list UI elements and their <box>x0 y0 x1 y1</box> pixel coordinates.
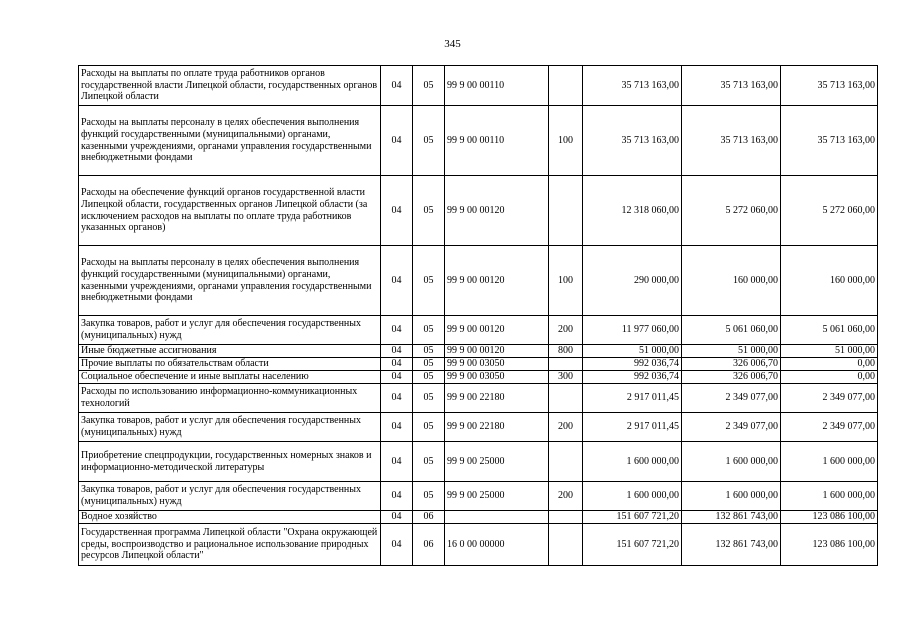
cell-amount-year-1: 992 036,74 <box>583 358 682 371</box>
table-row <box>79 371 878 384</box>
cell-amount-year-1: 992 036,74 <box>583 371 682 384</box>
cell-expense-type <box>549 384 583 413</box>
cell-name: Закупка товаров, работ и услуг для обеспечения государственных (муниципальных) нужд <box>79 316 381 345</box>
cell-target-article <box>445 511 549 524</box>
cell-target-article: 99 9 00 03050 <box>445 358 549 371</box>
cell-name: Приобретение спецпродукции, государственных номерных знаков и информационно-методической литературы <box>79 442 381 482</box>
page-number: 345 <box>444 38 461 50</box>
cell-amount-year-1: 35 713 163,00 <box>583 106 682 176</box>
cell-subsection: 05 <box>413 345 445 358</box>
table-body <box>79 66 878 566</box>
table-row <box>79 246 878 316</box>
cell-target-article: 99 9 00 00120 <box>445 316 549 345</box>
cell-target-article: 99 9 00 22180 <box>445 384 549 413</box>
table-row <box>79 384 878 413</box>
cell-section: 04 <box>381 413 413 442</box>
cell-section: 04 <box>381 482 413 511</box>
cell-section: 04 <box>381 358 413 371</box>
cell-amount-year-1: 1 600 000,00 <box>583 482 682 511</box>
cell-subsection: 05 <box>413 106 445 176</box>
cell-expense-type: 300 <box>549 371 583 384</box>
table-row <box>79 345 878 358</box>
cell-amount-year-2: 5 061 060,00 <box>682 316 781 345</box>
cell-amount-year-3: 35 713 163,00 <box>781 66 878 106</box>
cell-amount-year-3: 5 272 060,00 <box>781 176 878 246</box>
cell-amount-year-2: 160 000,00 <box>682 246 781 316</box>
cell-expense-type: 200 <box>549 413 583 442</box>
cell-subsection: 05 <box>413 316 445 345</box>
cell-expense-type <box>549 524 583 566</box>
cell-subsection: 06 <box>413 511 445 524</box>
cell-target-article: 16 0 00 00000 <box>445 524 549 566</box>
cell-target-article: 99 9 00 25000 <box>445 442 549 482</box>
cell-name: Иные бюджетные ассигнования <box>79 345 381 358</box>
cell-name: Государственная программа Липецкой области "Охрана окружающей среды, воспроизводство и рациональное использование природных ресурсов Липецкой области" <box>79 524 381 566</box>
cell-amount-year-2: 326 006,70 <box>682 371 781 384</box>
cell-amount-year-1: 151 607 721,20 <box>583 511 682 524</box>
cell-section: 04 <box>381 442 413 482</box>
cell-amount-year-2: 2 349 077,00 <box>682 384 781 413</box>
cell-target-article: 99 9 00 00120 <box>445 345 549 358</box>
table-row <box>79 413 878 442</box>
cell-amount-year-3: 1 600 000,00 <box>781 442 878 482</box>
cell-expense-type: 200 <box>549 482 583 511</box>
cell-name: Водное хозяйство <box>79 511 381 524</box>
cell-name: Расходы на выплаты персоналу в целях обеспечения выполнения функций государственными (муниципальными) органами, казенными учреждениями, органами управления государственными внебюджетными фондами <box>79 246 381 316</box>
cell-amount-year-3: 35 713 163,00 <box>781 106 878 176</box>
cell-section: 04 <box>381 511 413 524</box>
cell-amount-year-3: 123 086 100,00 <box>781 524 878 566</box>
table-row <box>79 106 878 176</box>
cell-amount-year-1: 12 318 060,00 <box>583 176 682 246</box>
cell-amount-year-2: 326 006,70 <box>682 358 781 371</box>
cell-subsection: 05 <box>413 442 445 482</box>
cell-amount-year-2: 1 600 000,00 <box>682 482 781 511</box>
cell-amount-year-1: 51 000,00 <box>583 345 682 358</box>
cell-expense-type: 800 <box>549 345 583 358</box>
cell-section: 04 <box>381 176 413 246</box>
cell-subsection: 05 <box>413 358 445 371</box>
cell-section: 04 <box>381 316 413 345</box>
cell-section: 04 <box>381 66 413 106</box>
table-row <box>79 442 878 482</box>
cell-amount-year-3: 0,00 <box>781 358 878 371</box>
cell-target-article: 99 9 00 00110 <box>445 66 549 106</box>
cell-name: Прочие выплаты по обязательствам области <box>79 358 381 371</box>
table-row <box>79 511 878 524</box>
cell-name: Закупка товаров, работ и услуг для обеспечения государственных (муниципальных) нужд <box>79 482 381 511</box>
cell-amount-year-3: 51 000,00 <box>781 345 878 358</box>
cell-amount-year-3: 5 061 060,00 <box>781 316 878 345</box>
cell-name: Закупка товаров, работ и услуг для обеспечения государственных (муниципальных) нужд <box>79 413 381 442</box>
cell-expense-type: 100 <box>549 106 583 176</box>
cell-target-article: 99 9 00 03050 <box>445 371 549 384</box>
cell-expense-type <box>549 176 583 246</box>
cell-amount-year-3: 2 349 077,00 <box>781 384 878 413</box>
cell-expense-type <box>549 442 583 482</box>
cell-section: 04 <box>381 524 413 566</box>
cell-amount-year-2: 5 272 060,00 <box>682 176 781 246</box>
cell-name: Расходы по использованию информационно-коммуникационных технологий <box>79 384 381 413</box>
table-row <box>79 66 878 106</box>
table-row <box>79 176 878 246</box>
table-row <box>79 316 878 345</box>
cell-subsection: 06 <box>413 524 445 566</box>
cell-expense-type <box>549 66 583 106</box>
cell-subsection: 05 <box>413 482 445 511</box>
cell-amount-year-3: 2 349 077,00 <box>781 413 878 442</box>
cell-target-article: 99 9 00 22180 <box>445 413 549 442</box>
cell-amount-year-1: 1 600 000,00 <box>583 442 682 482</box>
table-row <box>79 482 878 511</box>
cell-amount-year-3: 123 086 100,00 <box>781 511 878 524</box>
table-row <box>79 358 878 371</box>
cell-subsection: 05 <box>413 384 445 413</box>
cell-amount-year-3: 0,00 <box>781 371 878 384</box>
cell-name: Расходы на выплаты персоналу в целях обеспечения выполнения функций государственными (муниципальными) органами, казенными учреждениями, органами управления государственными внебюджетными фондами <box>79 106 381 176</box>
cell-expense-type <box>549 358 583 371</box>
cell-amount-year-2: 1 600 000,00 <box>682 442 781 482</box>
cell-section: 04 <box>381 106 413 176</box>
cell-section: 04 <box>381 384 413 413</box>
cell-name: Расходы на выплаты по оплате труда работников органов государственной власти Липецкой области, государственных органов Липецкой области <box>79 66 381 106</box>
cell-amount-year-2: 2 349 077,00 <box>682 413 781 442</box>
cell-amount-year-3: 160 000,00 <box>781 246 878 316</box>
cell-expense-type: 200 <box>549 316 583 345</box>
cell-amount-year-2: 132 861 743,00 <box>682 524 781 566</box>
cell-expense-type: 100 <box>549 246 583 316</box>
cell-target-article: 99 9 00 25000 <box>445 482 549 511</box>
cell-target-article: 99 9 00 00120 <box>445 246 549 316</box>
cell-amount-year-1: 290 000,00 <box>583 246 682 316</box>
cell-amount-year-2: 132 861 743,00 <box>682 511 781 524</box>
cell-amount-year-1: 2 917 011,45 <box>583 384 682 413</box>
cell-subsection: 05 <box>413 176 445 246</box>
cell-section: 04 <box>381 371 413 384</box>
cell-amount-year-1: 2 917 011,45 <box>583 413 682 442</box>
cell-target-article: 99 9 00 00110 <box>445 106 549 176</box>
cell-target-article: 99 9 00 00120 <box>445 176 549 246</box>
cell-subsection: 05 <box>413 246 445 316</box>
cell-subsection: 05 <box>413 413 445 442</box>
cell-amount-year-2: 35 713 163,00 <box>682 106 781 176</box>
cell-expense-type <box>549 511 583 524</box>
budget-table <box>78 65 878 566</box>
cell-amount-year-3: 1 600 000,00 <box>781 482 878 511</box>
cell-amount-year-1: 35 713 163,00 <box>583 66 682 106</box>
cell-name: Социальное обеспечение и иные выплаты населению <box>79 371 381 384</box>
table-row <box>79 524 878 566</box>
cell-subsection: 05 <box>413 66 445 106</box>
cell-section: 04 <box>381 345 413 358</box>
cell-amount-year-2: 51 000,00 <box>682 345 781 358</box>
cell-amount-year-1: 151 607 721,20 <box>583 524 682 566</box>
cell-section: 04 <box>381 246 413 316</box>
cell-name: Расходы на обеспечение функций органов государственной власти Липецкой области, государственных органов Липецкой области (за исключением расходов на выплаты по оплате труда работников указанных органов) <box>79 176 381 246</box>
cell-amount-year-1: 11 977 060,00 <box>583 316 682 345</box>
cell-amount-year-2: 35 713 163,00 <box>682 66 781 106</box>
cell-subsection: 05 <box>413 371 445 384</box>
